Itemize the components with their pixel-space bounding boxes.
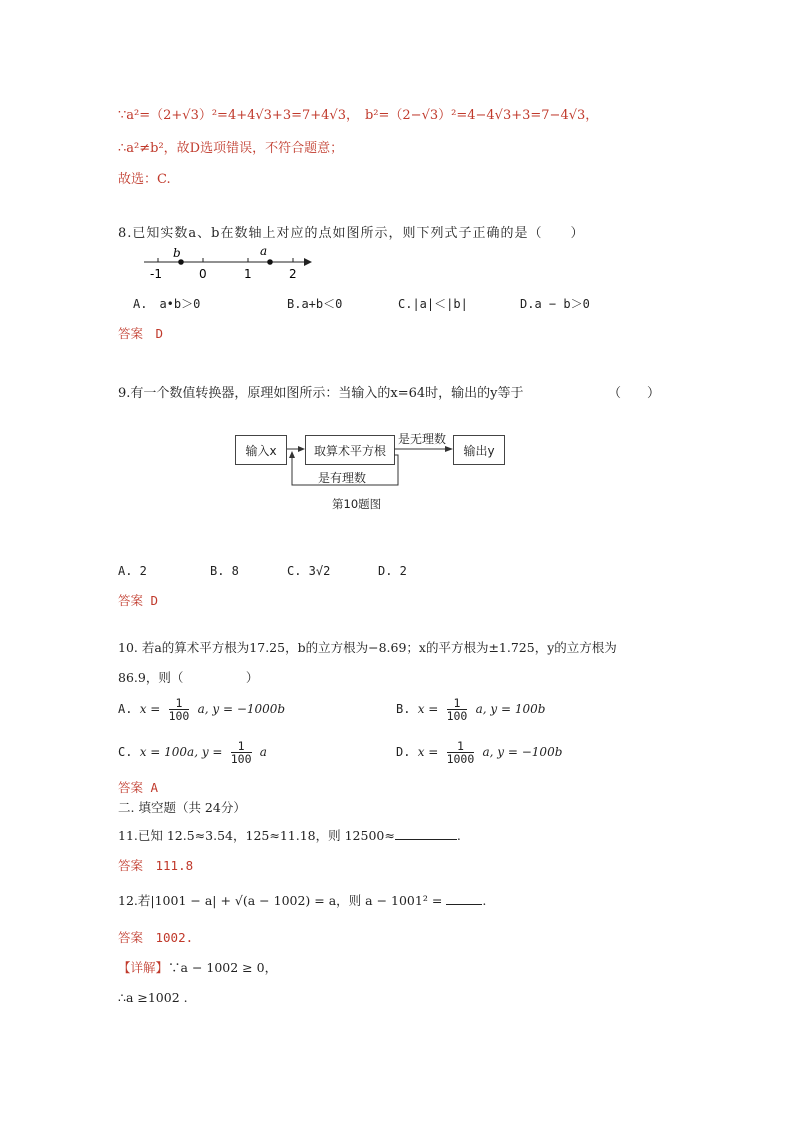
q8-option-b[interactable]: B.a+b＜0 — [287, 297, 343, 311]
frac-denominator: 100 — [230, 752, 252, 767]
q11-stem — [118, 826, 461, 844]
q10-option-a[interactable] — [118, 697, 285, 722]
arrowhead-2 — [445, 446, 453, 452]
frac-denominator: 1000 — [446, 752, 475, 767]
frac-numerator: 1 — [169, 697, 190, 710]
tick-label-1: 1 — [244, 267, 252, 281]
q10-answer: 答案 A — [118, 780, 159, 795]
flow-output-label: 输出y — [463, 443, 495, 458]
q8-option-a[interactable]: A. a•b＞0 — [133, 297, 201, 311]
arrowhead-1 — [298, 446, 305, 452]
q10-option-c-label: C. — [118, 745, 133, 760]
solution-line-1-right: b²=（2−√3）²=4−4√3+3=7−4√3， — [364, 108, 599, 123]
q11-answer: 答案 111.8 — [118, 858, 194, 873]
axis-arrow — [304, 258, 312, 266]
q10-option-d-fraction — [447, 740, 475, 765]
q9-answer: 答案 D — [118, 593, 159, 608]
frac-numerator: 1 — [447, 697, 468, 710]
q12-answer-blank[interactable] — [446, 892, 482, 905]
q8-option-d[interactable]: D.a − b＞0 — [520, 297, 590, 311]
q10-stem-line-1: 10. 若a的算术平方根为17.25，b的立方根为−8.69；x的平方根为±1.725，y的立方根为 — [118, 640, 617, 655]
q10-option-a-post: a, y = −1000b — [197, 702, 286, 717]
point-a — [267, 259, 273, 265]
point-a-label: a — [260, 244, 268, 258]
q9-option-a[interactable]: A. 2 — [118, 564, 147, 578]
tick-label-0: 0 — [199, 267, 207, 281]
flow-rational-label: 是有理数 — [318, 471, 367, 485]
q10-option-a-label: A. — [118, 702, 133, 717]
q10-option-d[interactable] — [396, 740, 562, 765]
solution-line-2: ∴a²≠b²，故D选项错误，不符合题意； — [118, 141, 344, 156]
q12-stem — [118, 891, 486, 909]
q8-stem: 8.已知实数a、b在数轴上对应的点如图所示，则下列式子正确的是（ ） — [118, 226, 585, 241]
arrowhead-loop — [289, 451, 295, 458]
q12-answer: 答案 1002. — [118, 930, 194, 945]
q10-option-b-fraction — [447, 697, 468, 722]
q8-number-line — [140, 242, 320, 282]
frac-denominator: 100 — [168, 709, 190, 724]
q10-stem-line-2: 86.9，则（ ） — [118, 670, 259, 685]
flow-caption: 第10题图 — [332, 497, 382, 511]
solution-line-1-left: ∵a²=（2+√3）²=4+4√3+3=7+4√3， — [118, 108, 359, 123]
tick-label-2: 2 — [289, 267, 297, 281]
frac-numerator: 1 — [447, 740, 475, 753]
q9-option-b[interactable]: B. 8 — [210, 564, 239, 578]
point-b-label: b — [173, 246, 181, 260]
q10-option-b-post: a, y = 100b — [475, 702, 546, 717]
solution-line-3: 故选：C. — [118, 172, 171, 187]
q10-option-b-pre: x = — [417, 702, 439, 717]
q12-detail-text: ∵a − 1002 ≥ 0， — [168, 960, 278, 975]
q12-stem-text: 12.若|1001 − a| + √(a − 1002) = a，则 a − 1001² = — [118, 893, 443, 908]
q10-option-c-pre: x = 100a, y = — [139, 745, 223, 760]
flow-process-label: 取算术平方根 — [313, 443, 386, 458]
q12-detail-tag: 【详解】 — [118, 960, 169, 975]
q10-option-b-label: B. — [396, 702, 411, 717]
q10-option-a-fraction — [169, 697, 190, 722]
q10-option-c-fraction — [231, 740, 252, 765]
q11-end: . — [456, 828, 461, 843]
flow-irrational-label: 是无理数 — [398, 432, 447, 446]
q10-option-c-post: a — [259, 745, 267, 760]
q12-end: . — [482, 893, 487, 908]
q12-detail-line-2: ∴a ≥1002 . — [118, 990, 188, 1005]
q10-option-d-label: D. — [396, 745, 411, 760]
frac-numerator: 1 — [231, 740, 252, 753]
q10-option-d-pre: x = — [417, 745, 439, 760]
q11-answer-blank[interactable] — [395, 827, 457, 840]
q10-option-d-post: a, y = −100b — [482, 745, 563, 760]
q9-option-d[interactable]: D. 2 — [378, 564, 407, 578]
q10-option-b[interactable] — [396, 697, 545, 722]
q9-option-c[interactable]: C. 3√2 — [287, 564, 331, 578]
flow-input-label: 输入x — [245, 443, 277, 458]
q11-stem-text: 11.已知 12.5≈3.54，125≈11.18，则 12500≈ — [118, 828, 395, 843]
q8-answer: 答案 D — [118, 326, 164, 341]
q9-stem: 9.有一个数值转换器，原理如图所示：当输入的x=64时，输出的y等于 — [118, 386, 524, 401]
solution-line-1 — [118, 104, 598, 123]
q10-option-c[interactable] — [118, 740, 267, 765]
q8-option-c[interactable]: C.|a|＜|b| — [398, 297, 468, 311]
q9-paren: （ ） — [608, 386, 661, 401]
q12-detail-line-1 — [118, 958, 277, 976]
frac-denominator: 100 — [446, 709, 468, 724]
q10-option-a-pre: x = — [139, 702, 161, 717]
flow-output-box — [453, 435, 505, 465]
point-b — [178, 259, 184, 265]
section-2-title: 二. 填空题（共 24分） — [118, 800, 246, 815]
tick-label-neg1: -1 — [150, 267, 162, 281]
